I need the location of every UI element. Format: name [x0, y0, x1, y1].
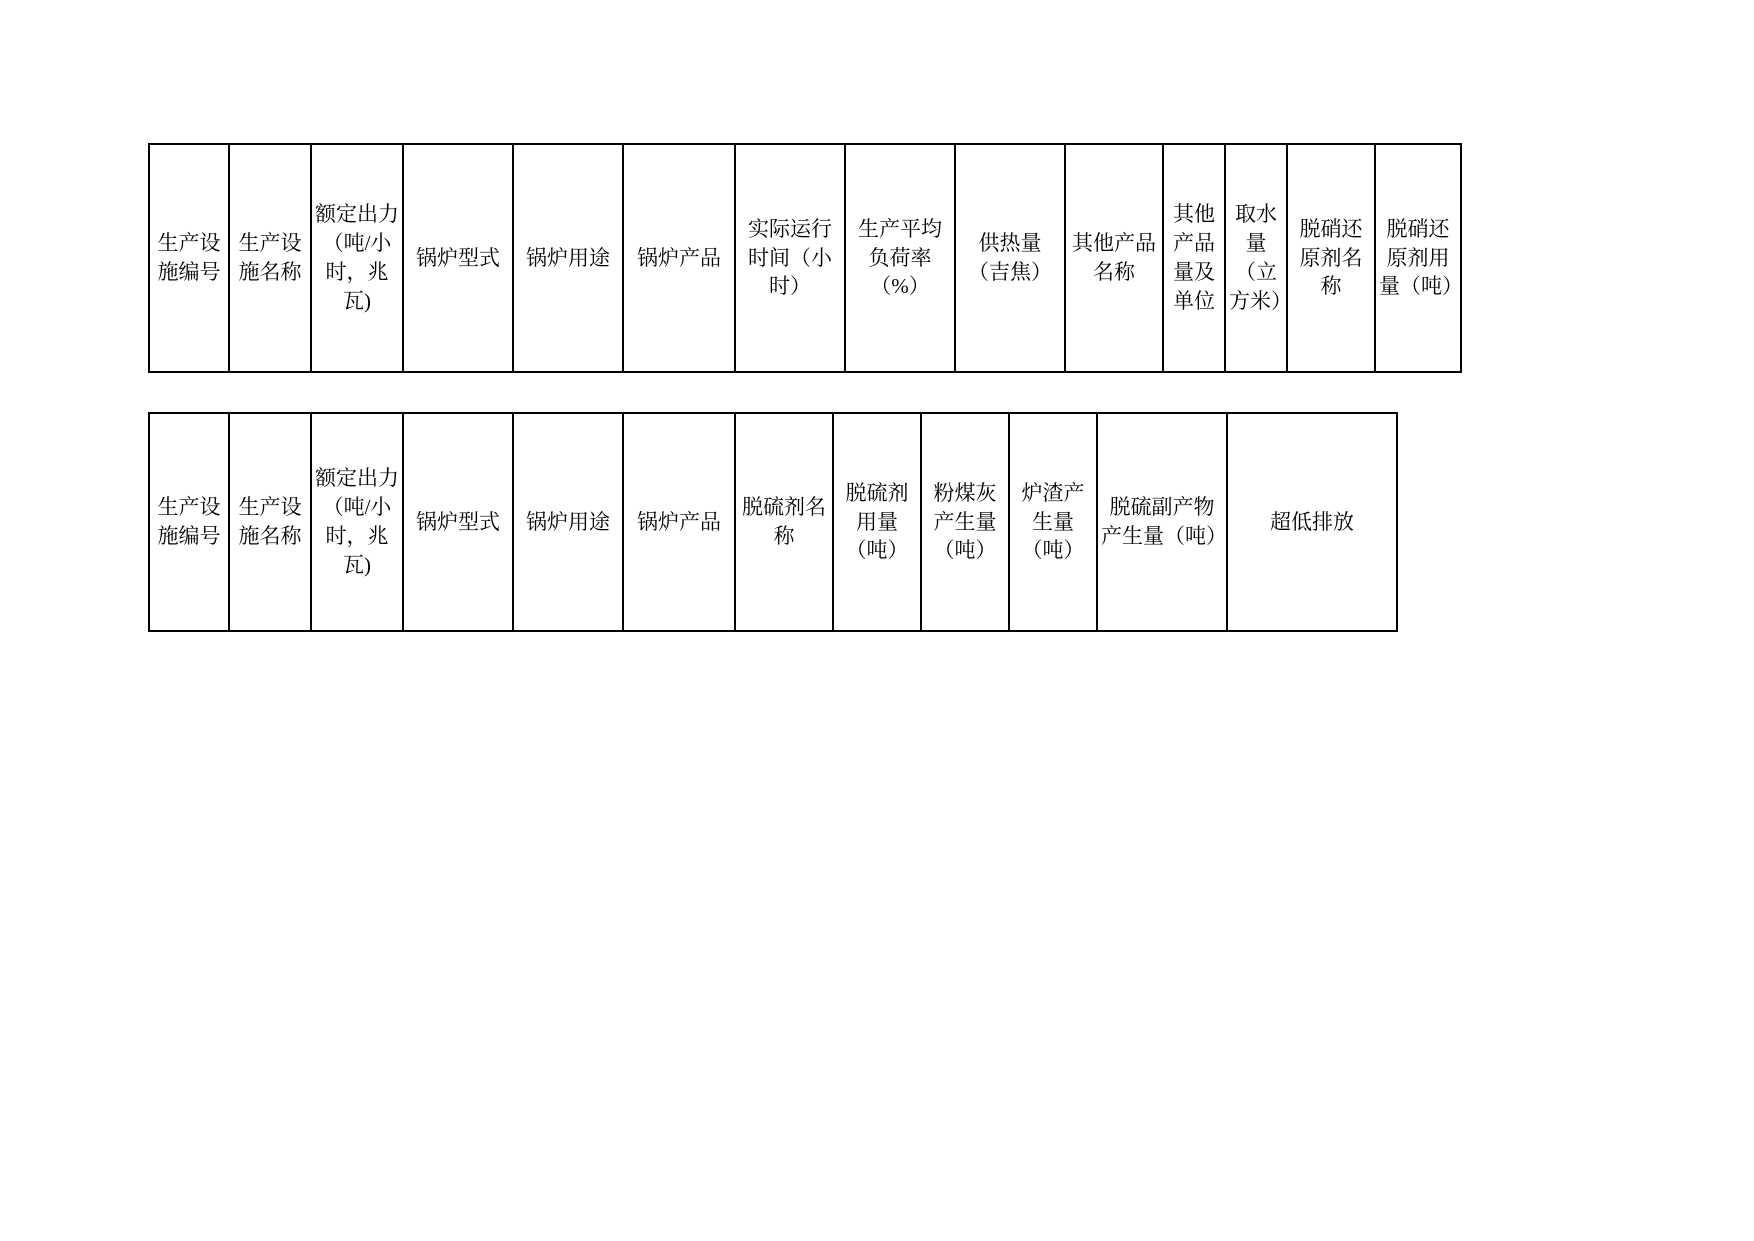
column-header-cell: 额定出力（吨/小时，兆瓦) [311, 413, 403, 631]
column-header-cell: 锅炉用途 [513, 144, 623, 372]
column-header-cell: 实际运行时间（小时） [735, 144, 845, 372]
table-row [149, 413, 1397, 631]
column-header-cell: 生产设施名称 [229, 413, 311, 631]
column-header-cell: 粉煤灰产生量（吨） [921, 413, 1009, 631]
column-header-cell: 锅炉型式 [403, 144, 513, 372]
column-header-cell: 锅炉产品 [623, 144, 735, 372]
column-header-cell: 生产设施编号 [149, 413, 229, 631]
column-header-cell: 脱硝还原剂名称 [1287, 144, 1375, 372]
table-1-container [148, 143, 1462, 373]
column-header-cell: 脱硫剂用量（吨） [833, 413, 921, 631]
boiler-facility-basic-table [148, 143, 1462, 373]
column-header-cell: 脱硝还原剂用量（吨） [1375, 144, 1461, 372]
column-header-cell: 脱硫剂名称 [735, 413, 833, 631]
column-header-cell: 锅炉用途 [513, 413, 623, 631]
column-header-cell: 生产平均负荷率（%） [845, 144, 955, 372]
column-header-cell: 供热量（吉焦） [955, 144, 1065, 372]
column-header-cell: 额定出力（吨/小时，兆瓦) [311, 144, 403, 372]
table-2-container [148, 412, 1398, 632]
column-header-cell: 其他产品名称 [1065, 144, 1163, 372]
column-header-cell: 锅炉产品 [623, 413, 735, 631]
column-header-cell: 其他产品量及单位 [1163, 144, 1225, 372]
table-row [149, 144, 1461, 372]
column-header-cell: 超低排放 [1227, 413, 1397, 631]
column-header-cell: 锅炉型式 [403, 413, 513, 631]
column-header-cell: 生产设施编号 [149, 144, 229, 372]
column-header-cell: 取水量（立方米） [1225, 144, 1287, 372]
column-header-cell: 脱硫副产物产生量（吨） [1097, 413, 1227, 631]
column-header-cell: 炉渣产生量（吨） [1009, 413, 1097, 631]
column-header-cell: 生产设施名称 [229, 144, 311, 372]
boiler-pollution-table [148, 412, 1398, 632]
